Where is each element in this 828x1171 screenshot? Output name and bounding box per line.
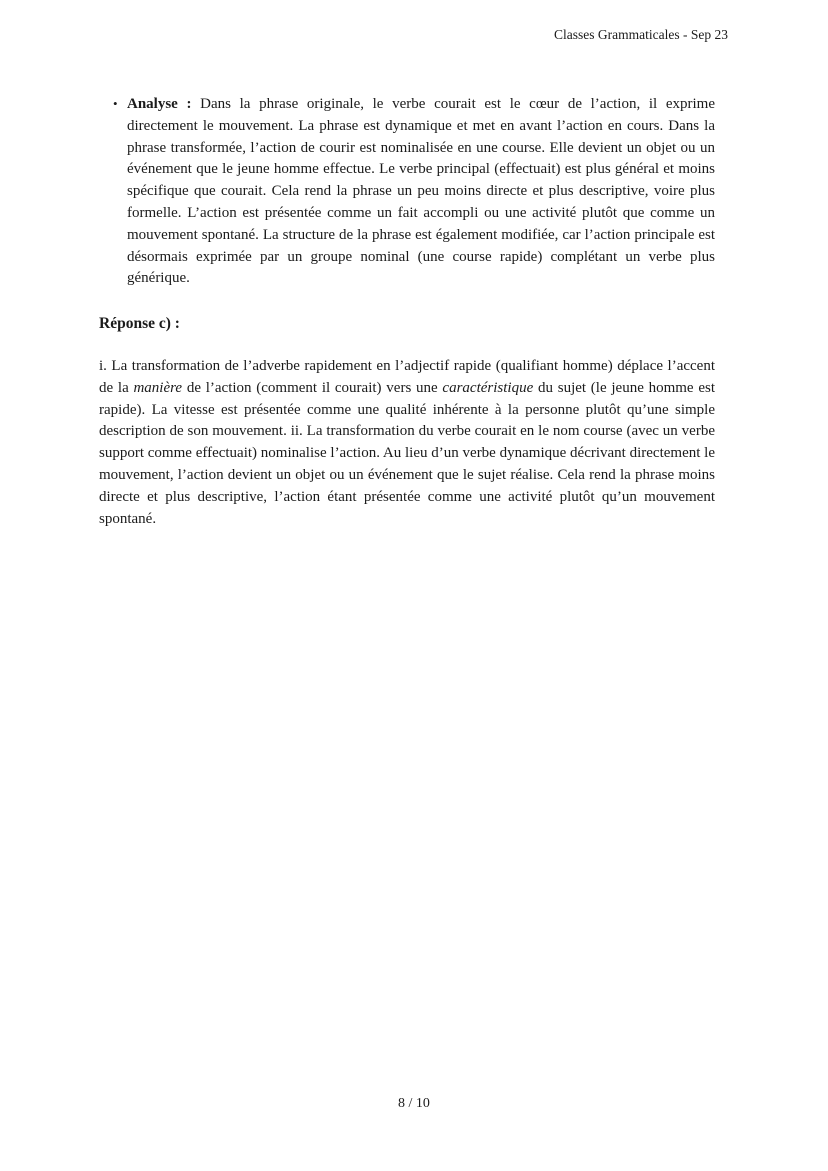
page-header-title: Classes Grammaticales - Sep 23 — [554, 27, 728, 42]
page-number-indicator: 8 / 10 — [398, 1096, 430, 1111]
reponse-italic-caracteristique: caractéristique — [442, 379, 534, 396]
analyse-bullet-item — [113, 94, 715, 290]
reponse-c-heading: Réponse c) : — [99, 315, 180, 333]
reponse-text-part2: de l’action (comment il courait) vers une — [182, 379, 443, 396]
reponse-text-part1: i. La transformation de l’adverbe rapidement en l’adjectif rapide (qualifiant homme) déplace l’accent de la — [99, 357, 715, 396]
bullet-icon: • — [113, 96, 118, 111]
reponse-c-paragraph — [99, 356, 715, 530]
reponse-italic-maniere: manière — [133, 379, 183, 396]
page-content — [99, 94, 715, 530]
reponse-text-part3: du sujet (le jeune homme est rapide). La vitesse est présentée comme une qualité inhérente à la personne plutôt qu’une simple description de son mouvement. ii. La transformation du verbe courait en le nom course (avec un verbe support comme effectuait) nominalise l’action. Au lieu d’un verbe dynamique décrivant directement le mouvement, l’action devient un objet ou un événement que le sujet réalise. Cela rend la phrase moins directe et plus descriptive, l’action étant présentée comme une activité plutôt qu’un mouvement spontané. — [99, 379, 715, 527]
analyse-text: Dans la phrase originale, le verbe courait est le cœur de l’action, il exprime directement le mouvement. La phrase est dynamique et met en avant l’action en cours. Dans la phrase transformée, l’action de courir est nominalisée en une course. Elle devient un objet ou un événement que le jeune homme effectue. Le verbe principal (effectuait) est plus général et moins spécifique que courait. Cela rend la phrase un peu moins directe et plus descriptive, voire plus formelle. L’action est présentée comme un fait accompli ou une activité plutôt que comme un mouvement spontané. La structure de la phrase est également modifiée, car l’action principale est désormais exprimée par un groupe nominal (une course rapide) complétant un verbe plus générique. — [127, 96, 715, 287]
analyse-label: Analyse : — [127, 96, 192, 112]
